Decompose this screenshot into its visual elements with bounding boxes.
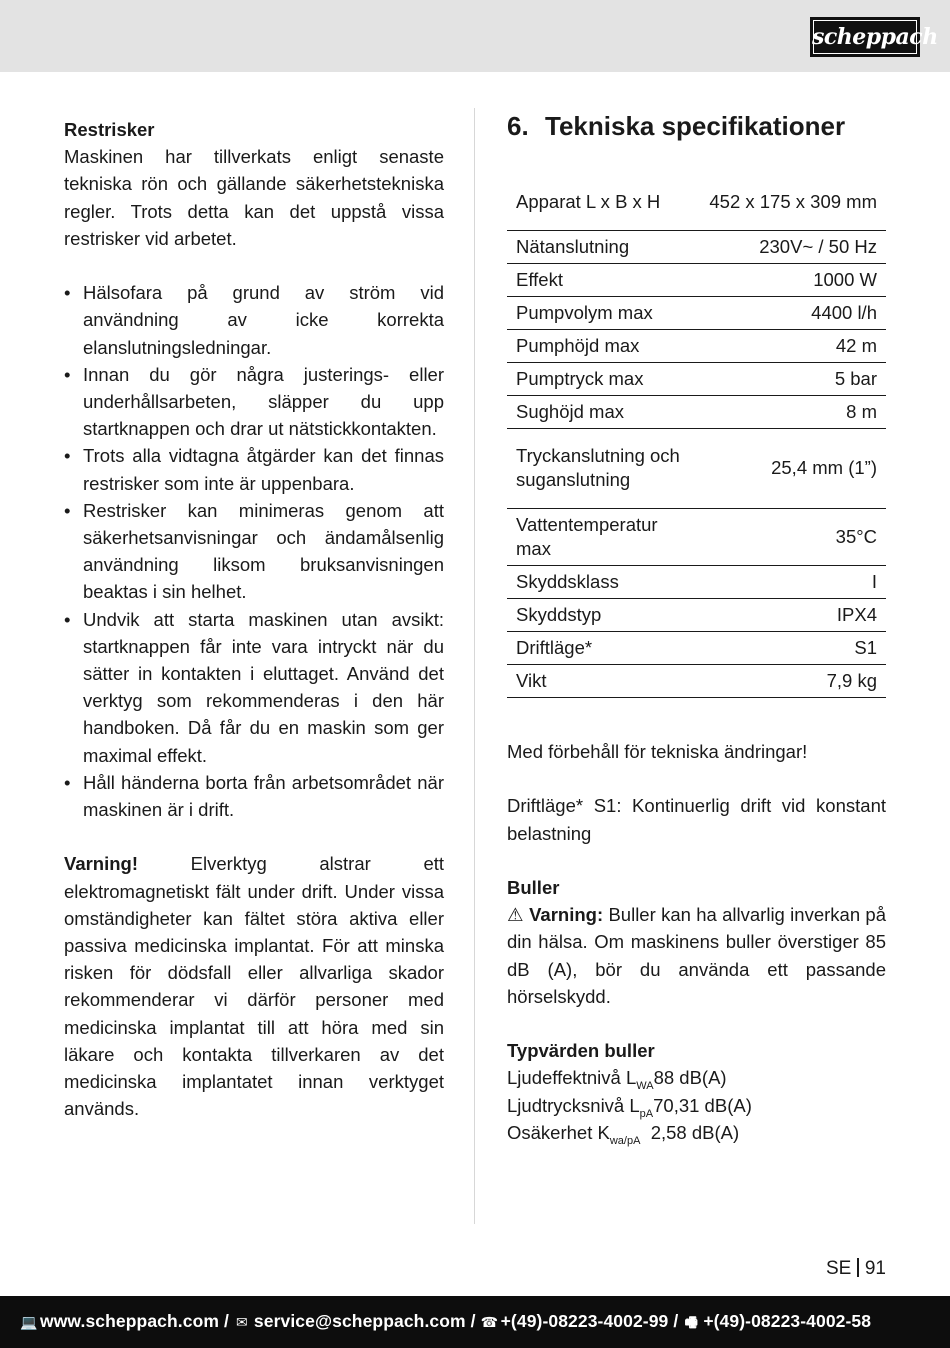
spec-value: 1000 W — [700, 263, 886, 296]
list-item — [64, 606, 444, 769]
noise-warning-label: Varning: — [529, 904, 604, 926]
specs-table — [507, 174, 886, 698]
footer-email-link[interactable]: service@scheppach.com — [253, 1311, 466, 1331]
spec-label: Vattentemperatur max — [507, 508, 700, 565]
table-row — [507, 230, 886, 263]
fax-icon: 🖷 — [684, 1314, 698, 1330]
table-row — [507, 362, 886, 395]
footer-fax: +(49)-08223-4002-58 — [703, 1311, 872, 1331]
phone-icon: ☎ — [480, 1314, 499, 1330]
noise-value: 88 dB(A) — [653, 1067, 727, 1089]
page-num: 91 — [864, 1258, 886, 1279]
noise-label: Ljudeffektnivå L — [507, 1067, 637, 1089]
noise-value: 70,31 dB(A) — [653, 1094, 752, 1116]
spec-label: Sughöjd max — [507, 395, 700, 428]
bullet-text: Trots alla vidtagna åtgärder kan det finnas restrisker som inte är uppenbara. — [83, 445, 444, 494]
footer-phone: +(49)-08223-4002-99 — [500, 1311, 669, 1331]
noise-subscript: wa/pA — [609, 1134, 641, 1147]
risk-bullet-list — [64, 279, 444, 823]
table-row — [507, 631, 886, 664]
spec-value: 35°C — [700, 508, 886, 565]
reservation-note: Med förbehåll för tekniska ändringar! — [507, 741, 808, 762]
spec-label: Skyddsklass — [507, 565, 700, 598]
duty-note: Driftläge* S1: Kontinuerlig drift vid konstant belastning — [507, 795, 886, 844]
notes-block — [507, 738, 886, 1146]
list-item — [64, 769, 444, 823]
spec-value: 7,9 kg — [700, 664, 886, 697]
table-row — [507, 508, 886, 565]
spec-label: Pumphöjd max — [507, 329, 700, 362]
warning-triangle-icon: ⚠ — [507, 904, 524, 926]
spec-value: IPX4 — [700, 598, 886, 631]
bullet-icon: • — [64, 608, 71, 630]
noise-warning-text: Buller kan ha allvarlig inverkan på din hälsa. Om maskinens buller överstiger 85 dB (A), bör du använda ett passande hörselskydd. — [507, 904, 887, 1007]
spec-value: S1 — [700, 631, 886, 664]
spec-label: Pumpvolym max — [507, 296, 700, 329]
page-number-separator — [857, 1258, 859, 1277]
page-number — [760, 1256, 886, 1282]
table-row — [507, 296, 886, 329]
bullet-icon: • — [64, 282, 71, 304]
spec-value: 230V~ / 50 Hz — [700, 230, 886, 263]
spec-label: Nätanslutning — [507, 230, 700, 263]
bullet-icon: • — [64, 499, 71, 521]
spec-value: I — [700, 565, 886, 598]
table-row — [507, 565, 886, 598]
restrisker-intro: Maskinen har tillverkats enligt senaste tekniska rön och gällande säkerhetstekniska regler. Trots detta kan det uppstå vissa restrisker vid arbetet. — [64, 146, 444, 249]
spec-label: Skyddstyp — [507, 598, 700, 631]
footer-separator: / — [470, 1311, 476, 1331]
page-lang: SE — [826, 1258, 852, 1279]
bullet-icon: • — [64, 363, 71, 385]
contact-footer — [0, 1296, 950, 1348]
computer-icon: 💻 — [20, 1314, 38, 1330]
table-row — [507, 664, 886, 697]
restrisker-heading: Restrisker — [64, 119, 155, 140]
page-header-bar — [0, 0, 950, 72]
spec-label: Apparat L x B x H — [507, 174, 700, 230]
table-row — [507, 395, 886, 428]
spec-label: Pumptryck max — [507, 362, 700, 395]
spec-label: Driftläge* — [507, 631, 700, 664]
noise-subscript: WA — [636, 1080, 654, 1093]
spec-label: Vikt — [507, 664, 700, 697]
spec-value: 4400 l/h — [700, 296, 886, 329]
list-item — [64, 497, 444, 606]
table-row — [507, 329, 886, 362]
spec-value: 25,4 mm (1”) — [700, 428, 886, 508]
bullet-text: Undvik att starta maskinen utan avsikt: startknappen får inte vara intryckt när du sätter in kontakten i eluttaget. Använd det verktyg som rekommenderas i den här handboken. Då får du en maskin som ger maximal effekt. — [83, 608, 444, 766]
footer-separator: / — [223, 1311, 229, 1331]
column-divider — [474, 108, 475, 1224]
scheppach-logo — [810, 17, 938, 57]
emf-warning-paragraph — [64, 850, 444, 1122]
typical-noise-heading: Typvärden buller — [507, 1040, 655, 1062]
noise-warning-paragraph — [507, 901, 886, 1010]
warning-text: Elverktyg alstrar ett elektromagnetiskt fält under drift. Under vissa omständigheter kan fältet störa aktiva eller passiva medicinska implantat. För att minska risken för dödsfall eller allvarliga skador rekommenderar vi därför personer med medicinska implantat till att höra med sin läkare och kontakta tillverkaren av det medicinska implantatet innan verktyget används. — [64, 853, 445, 1120]
table-row — [507, 263, 886, 296]
logo-text: scheppach — [812, 24, 938, 50]
noise-label: Osäkerhet K — [507, 1121, 610, 1143]
noise-heading: Buller — [507, 876, 560, 898]
footer-website-link[interactable]: www.scheppach.com — [40, 1311, 220, 1331]
noise-value-line — [507, 1119, 886, 1146]
noise-label: Ljudtrycksnivå L — [507, 1094, 640, 1116]
spec-label: Effekt — [507, 263, 700, 296]
noise-subscript: pA — [639, 1107, 654, 1120]
list-item — [64, 361, 444, 443]
list-item — [64, 279, 444, 361]
noise-value-line — [507, 1092, 886, 1119]
table-row — [507, 174, 886, 230]
bullet-icon: • — [64, 771, 71, 793]
spec-value: 8 m — [700, 395, 886, 428]
warning-label: Varning! — [64, 853, 139, 875]
spec-label: Tryckanslutning och suganslutning — [507, 428, 700, 508]
list-item — [64, 442, 444, 496]
footer-separator: / — [673, 1311, 679, 1331]
mail-icon: ✉ — [236, 1314, 248, 1330]
right-column — [507, 106, 887, 1147]
spec-value: 42 m — [700, 329, 886, 362]
noise-value-line — [507, 1064, 886, 1091]
bullet-icon: • — [64, 445, 71, 467]
spec-value: 5 bar — [700, 362, 886, 395]
bullet-text: Restrisker kan minimeras genom att säkerhetsanvisningar och ändamålsenlig användning liksom bruksanvisningen beaktas i sin helhet. — [83, 499, 444, 603]
table-row — [507, 428, 886, 508]
bullet-text: Hälsofara på grund av ström vid användning av icke korrekta elanslutningsledningar. — [83, 282, 444, 358]
bullet-text: Håll händerna borta från arbetsområdet när maskinen är i drift. — [83, 771, 444, 821]
left-column — [64, 116, 444, 1122]
table-row — [507, 598, 886, 631]
noise-value: 2,58 dB(A) — [650, 1121, 740, 1143]
section-number: 6. — [507, 111, 529, 141]
bullet-text: Innan du gör några justerings- eller underhållsarbeten, släpper du upp startknappen och drar ut nätstickkontakten. — [83, 363, 444, 440]
section-heading — [507, 106, 886, 146]
section-title: Tekniska specifikationer — [545, 111, 846, 141]
spec-value: 452 x 175 x 309 mm — [700, 174, 886, 230]
